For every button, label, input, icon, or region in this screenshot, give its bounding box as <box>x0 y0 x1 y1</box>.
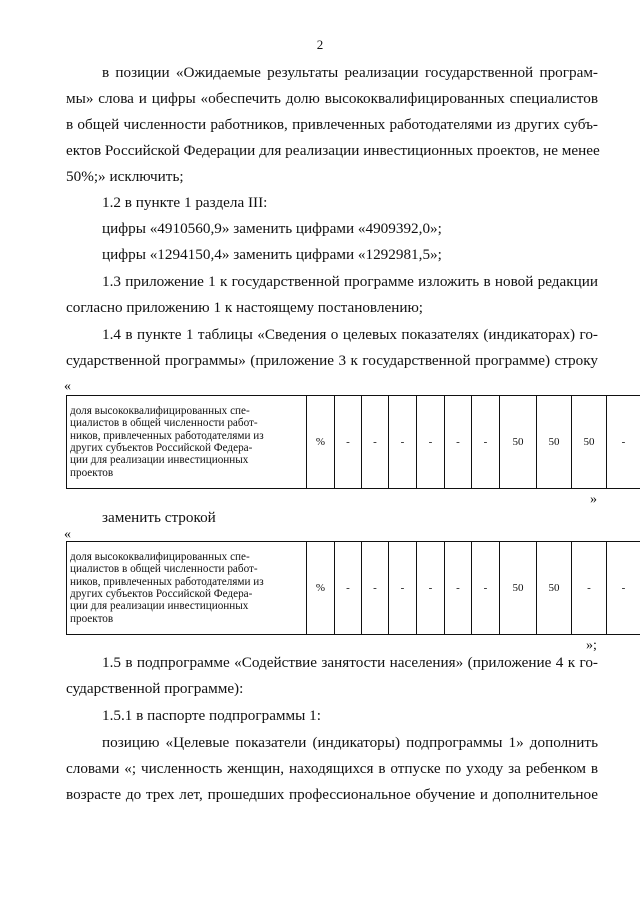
value-cell: - <box>607 542 640 635</box>
indicator-table-old <box>66 395 640 489</box>
paragraph-line: 1.3 приложение 1 к государственной программе изложить в новой редакции <box>102 273 598 290</box>
value-cell: - <box>607 396 640 489</box>
indicator-name-line: проектов <box>70 466 114 479</box>
value-cell: - <box>445 542 472 635</box>
value-cell: - <box>335 542 362 635</box>
paragraph-line: ектов Российской Федерации для реализации инвестиционных проектов, не менее <box>66 142 600 159</box>
indicator-name-line: доля высококвалифицированных спе- <box>70 404 250 417</box>
value-cell: 50 <box>537 542 572 635</box>
value-cell: - <box>362 542 389 635</box>
paragraph-line: цифры «1294150,4» заменить цифрами «1292981,5»; <box>102 246 442 263</box>
paragraph-line: цифры «4910560,9» заменить цифрами «4909392,0»; <box>102 220 442 237</box>
indicator-name-line: циалистов в общей численности работ- <box>70 417 258 430</box>
value-cell: 50 <box>500 396 537 489</box>
indicator-name-line: проектов <box>70 612 114 625</box>
quote-close-mark: » <box>590 492 597 507</box>
page-number: 2 <box>316 37 324 52</box>
indicator-name-line: циалистов в общей численности работ- <box>70 563 258 576</box>
value-cell: 50 <box>500 542 537 635</box>
indicator-name-line: доля высококвалифицированных спе- <box>70 550 250 563</box>
paragraph-line: 1.5 в подпрограмме «Содействие занятости населения» (приложение 4 к го- <box>102 654 598 671</box>
indicator-name-line: других субъектов Российской Федера- <box>70 442 253 454</box>
unit-cell: % <box>307 542 335 635</box>
value-cell: - <box>417 396 445 489</box>
indicator-name-line: ции для реализации инвестиционных <box>70 454 249 467</box>
paragraph-line: возрасте до трех лет, прошедших профессиональное обучение и дополнительное <box>66 786 598 803</box>
quote-open-mark: « <box>64 527 71 542</box>
indicator-name-line: ников, привлеченных работодателями из <box>70 575 264 588</box>
value-cell: - <box>417 542 445 635</box>
value-cell: - <box>335 396 362 489</box>
indicator-name-line: ников, привлеченных работодателями из <box>70 429 264 442</box>
paragraph-line: мы» слова и цифры «обеспечить долю высококвалифицированных специалистов <box>66 90 598 107</box>
paragraph-line: словами «; численность женщин, находящихся в отпуске по уходу за ребенком в <box>66 760 598 777</box>
paragraph-line: сударственной программы» (приложение 3 к государственной программе) строку <box>66 352 598 369</box>
paragraph-line: в позиции «Ожидаемые результаты реализации государственной програм- <box>102 64 598 81</box>
value-cell: 50 <box>572 396 607 489</box>
indicator-name-line: ции для реализации инвестиционных <box>70 600 249 613</box>
paragraph-line: 1.2 в пункте 1 раздела III: <box>102 194 268 211</box>
value-cell: - <box>445 396 472 489</box>
paragraph-line: заменить строкой <box>102 509 216 526</box>
table-row <box>67 542 640 635</box>
paragraph-line: сударственной программе): <box>66 680 244 697</box>
value-cell: - <box>362 396 389 489</box>
paragraph-line: 1.5.1 в паспорте подпрограммы 1: <box>102 707 321 724</box>
value-cell: 50 <box>537 396 572 489</box>
paragraph-line: согласно приложению 1 к настоящему постановлению; <box>66 299 424 316</box>
value-cell: - <box>472 542 500 635</box>
indicator-name-cell <box>67 542 307 635</box>
indicator-table-new <box>66 541 640 635</box>
paragraph-line: позицию «Целевые показатели (индикаторы) подпрограммы 1» дополнить <box>102 734 598 751</box>
value-cell: - <box>389 542 417 635</box>
quote-close-mark: »; <box>586 638 597 653</box>
value-cell: - <box>389 396 417 489</box>
indicator-name-line: других субъектов Российской Федера- <box>70 588 253 600</box>
paragraph-line: 1.4 в пункте 1 таблицы «Сведения о целевых показателях (индикаторах) го- <box>102 326 598 343</box>
indicator-name-cell <box>67 396 307 489</box>
value-cell: - <box>472 396 500 489</box>
unit-cell: % <box>307 396 335 489</box>
paragraph-line: в общей численности работников, привлеченных работодателями из других субъ- <box>66 116 598 133</box>
value-cell: - <box>572 542 607 635</box>
quote-open-mark: « <box>64 379 71 394</box>
paragraph-line: 50%;» исключить; <box>66 168 184 185</box>
table-row <box>67 396 640 489</box>
